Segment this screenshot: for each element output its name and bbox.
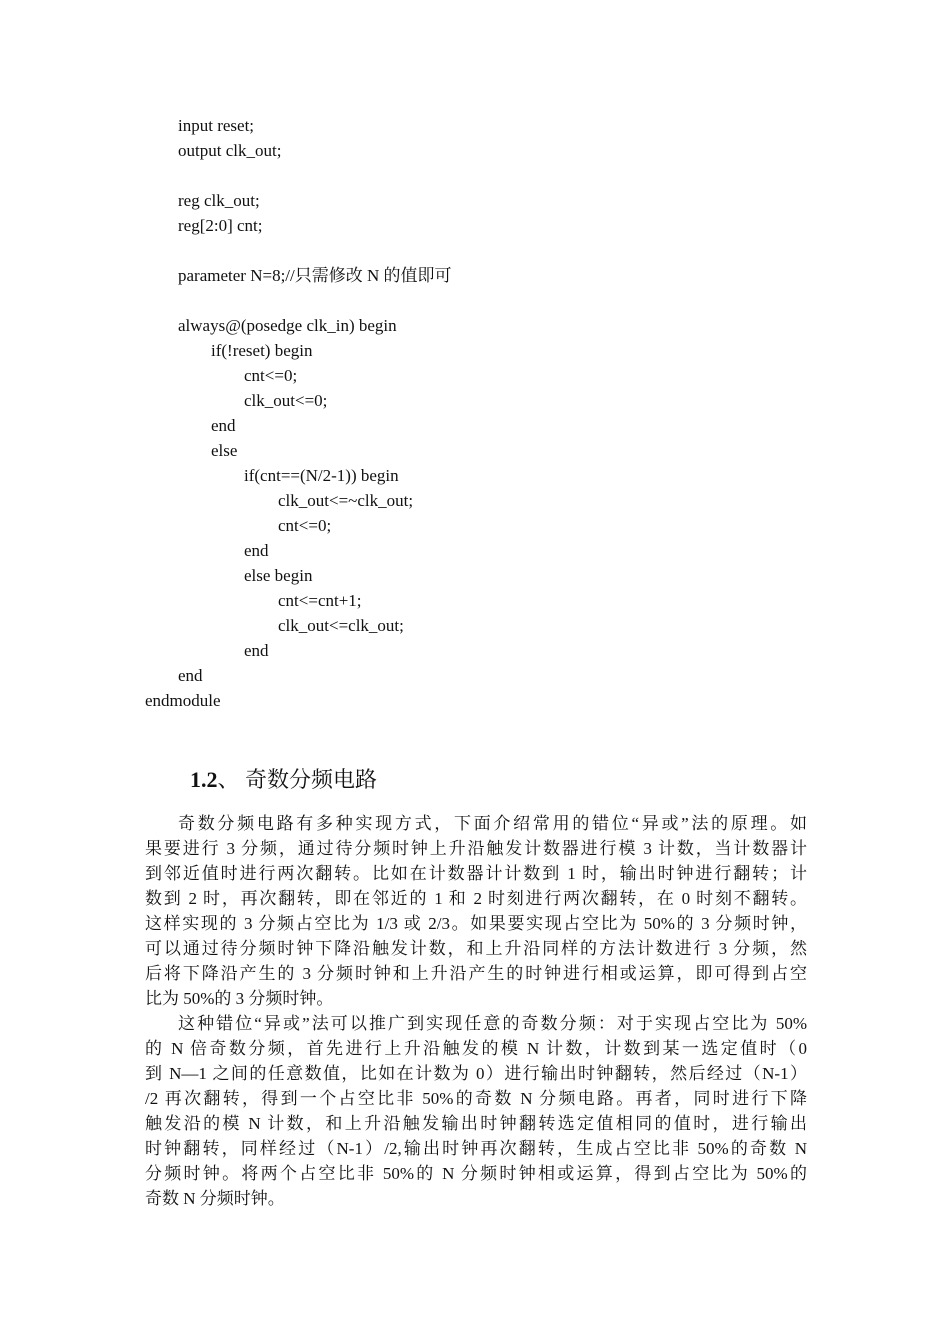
paragraph-line: /2 再次翻转，得到一个占空比非 50%的奇数 N 分频电路。再者，同时进行下降 [145,1089,807,1108]
code-line: input reset; [178,116,255,135]
paragraph-line: 到邻近值时进行两次翻转。比如在计数器计计数到 1 时，输出时钟进行翻转；计 [145,864,807,883]
code-line: cnt<=0; [278,516,332,535]
paragraph-line: 数到 2 时，再次翻转，即在邻近的 1 和 2 时刻进行两次翻转，在 0 时刻不翻转。 [145,889,807,908]
code-line: cnt<=0; [244,366,298,385]
code-line: always@(posedge clk_in) begin [178,316,397,335]
paragraph-line: 时钟翻转，同样经过（N-1）/2,输出时钟再次翻转，生成占空比非 50%的奇数 N [145,1139,807,1158]
code-line: clk_out<=0; [244,391,328,410]
code-line: clk_out<=~clk_out; [278,491,414,510]
paragraph-line: 这种错位“异或”法可以推广到实现任意的奇数分频：对于实现占空比为 50% [178,1014,807,1033]
code-line: end [178,666,203,685]
code-line: cnt<=cnt+1; [278,591,362,610]
section-title: 奇数分频电路 [245,767,378,792]
code-line: end [244,541,269,560]
paragraph-line: 奇数 N 分频时钟。 [145,1189,285,1208]
paragraph-line: 果要进行 3 分频，通过待分频时钟上升沿触发计数器进行模 3 计数，当计数器计 [145,839,807,858]
paragraph-2 [145,1011,807,1211]
code-line: reg[2:0] cnt; [178,216,263,235]
paragraph-line: 触发沿的模 N 计数，和上升沿触发输出时钟翻转选定值相同的值时，进行输出 [145,1114,807,1133]
code-line: else [211,441,238,460]
paragraph-line: 可以通过待分频时钟下降沿触发计数，和上升沿同样的方法计数进行 3 分频，然 [145,939,807,958]
code-line: parameter N=8;//只需修改 N 的值即可 [178,266,452,285]
code-line: reg clk_out; [178,191,260,210]
section-number: 1.2 [190,767,218,792]
paragraph-line: 分频时钟。将两个占空比非 50%的 N 分频时钟相或运算，得到占空比为 50%的 [145,1164,807,1183]
code-line: output clk_out; [178,141,282,160]
code-line: else begin [244,566,313,585]
code-line: if(!reset) begin [211,341,313,360]
paragraph-line: 比为 50%的 3 分频时钟。 [145,989,334,1008]
code-line: end [211,416,236,435]
code-line: clk_out<=clk_out; [278,616,404,635]
code-line: end [244,641,269,660]
paragraph-line: 这样实现的 3 分频占空比为 1/3 或 2/3。如果要实现占空比为 50%的 3 分频时钟， [145,914,807,933]
code-line: if(cnt==(N/2-1)) begin [244,466,399,485]
section-heading [190,762,377,798]
paragraph-line: 后将下降沿产生的 3 分频时钟和上升沿产生的时钟进行相或运算，即可得到占空 [145,964,807,983]
paragraph-line: 到 N—1 之间的任意数值，比如在计数为 0）进行输出时钟翻转，然后经过（N-1） [145,1064,807,1083]
code-line: endmodule [145,691,221,710]
paragraph-line: 奇数分频电路有多种实现方式，下面介绍常用的错位“异或”法的原理。如 [178,814,807,833]
section-separator: 、 [217,767,240,792]
paragraph-1 [145,811,807,1011]
paragraph-line: 的 N 倍奇数分频，首先进行上升沿触发的模 N 计数，计数到某一选定值时（0 [145,1039,807,1058]
